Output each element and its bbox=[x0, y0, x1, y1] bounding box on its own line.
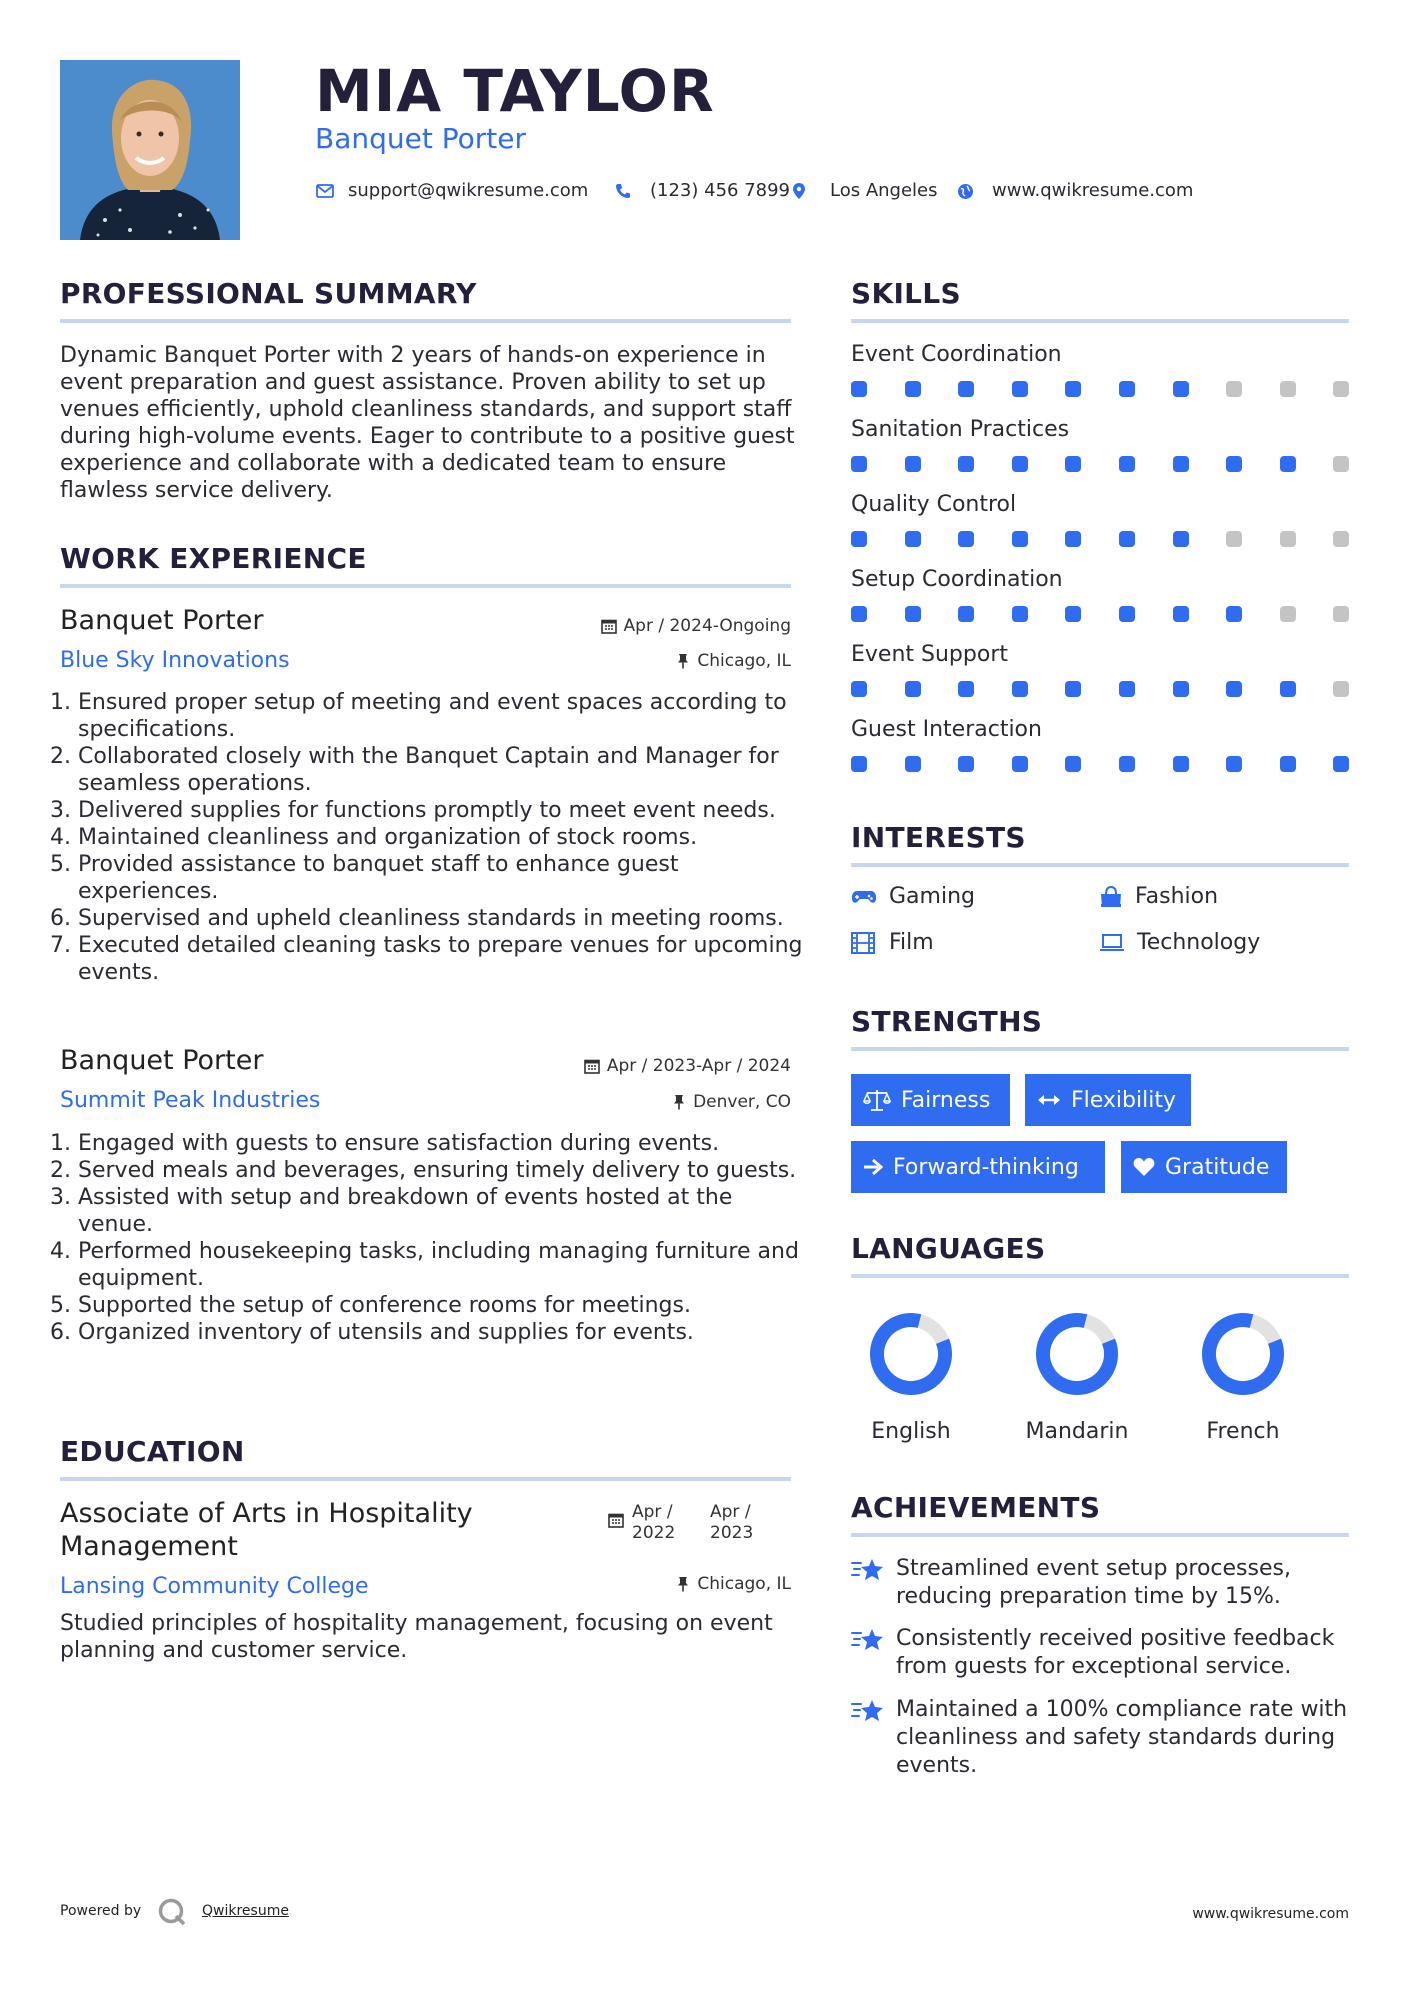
experience-heading: WORK EXPERIENCE bbox=[60, 542, 367, 575]
language-name: French bbox=[1206, 1419, 1280, 1444]
languages-heading: LANGUAGES bbox=[851, 1232, 1046, 1265]
rating-dot-filled bbox=[905, 381, 921, 397]
section-divider bbox=[60, 584, 791, 588]
pushpin-icon bbox=[677, 1576, 689, 1592]
footer-website[interactable]: www.qwikresume.com bbox=[1192, 1906, 1349, 1922]
rating-dot-filled bbox=[1173, 456, 1189, 472]
list-item: 6. Supervised and upheld cleanliness standards in meeting rooms. bbox=[78, 905, 808, 932]
strength-tag bbox=[851, 1074, 1010, 1126]
strength-label: Gratitude bbox=[1165, 1154, 1270, 1180]
language-proficiency-ring bbox=[841, 1310, 981, 1400]
achievement-item bbox=[851, 1696, 1351, 1780]
education-heading: EDUCATION bbox=[60, 1435, 245, 1468]
rating-dot-filled bbox=[905, 456, 921, 472]
map-pin-icon bbox=[788, 178, 810, 204]
list-item: 6. Organized inventory of utensils and supplies for events. bbox=[78, 1319, 808, 1346]
strength-tag bbox=[851, 1141, 1105, 1193]
profile-photo bbox=[60, 60, 240, 240]
skill-name: Guest Interaction bbox=[851, 717, 1042, 742]
interest-item bbox=[851, 883, 975, 911]
rating-dot-filled bbox=[1119, 606, 1135, 622]
skill-item bbox=[851, 641, 1349, 669]
list-item: 7. Executed detailed cleaning tasks to prepare venues for upcoming events. bbox=[78, 932, 808, 986]
language-name: English bbox=[871, 1419, 951, 1444]
rating-dot-filled bbox=[1065, 381, 1081, 397]
rating-dot-empty bbox=[1280, 531, 1296, 547]
section-divider bbox=[851, 319, 1349, 323]
rating-dot-filled bbox=[1173, 606, 1189, 622]
school-name: Lansing Community College bbox=[60, 1574, 369, 1599]
list-item: 3. Delivered supplies for functions promptly to meet event needs. bbox=[78, 797, 808, 824]
rating-dot-filled bbox=[851, 756, 867, 772]
rating-dot-empty bbox=[1333, 381, 1349, 397]
contact-phone[interactable]: (123) 456 7899 bbox=[650, 180, 791, 201]
pushpin-icon bbox=[673, 1094, 685, 1110]
rating-dot-filled bbox=[1226, 756, 1242, 772]
summary-text: Dynamic Banquet Porter with 2 years of hands-on experience in event preparation and guest assistance. Proven ability to set up venues efficiently, uphold cleanliness standards, and support staff during high-volume events. Eager to contribute to a positive guest experience and collaborate with a dedicated team to ensure flawless service delivery. bbox=[60, 343, 795, 503]
rating-dot-filled bbox=[1226, 681, 1242, 697]
start-year: 2022 bbox=[632, 1523, 676, 1543]
rating-dot-filled bbox=[1280, 756, 1296, 772]
rating-dot-empty bbox=[1333, 681, 1349, 697]
skill-item bbox=[851, 341, 1349, 369]
list-item: 4. Performed housekeeping tasks, including managing furniture and equipment. bbox=[78, 1238, 808, 1292]
heart-icon bbox=[1133, 1157, 1155, 1177]
shopping-bag-icon bbox=[1099, 886, 1123, 908]
section-divider bbox=[851, 1533, 1349, 1537]
summary-heading: PROFESSIONAL SUMMARY bbox=[60, 277, 477, 310]
contact-website[interactable]: www.qwikresume.com bbox=[992, 180, 1194, 201]
candidate-title: Banquet Porter bbox=[315, 122, 526, 155]
skill-rating bbox=[851, 531, 1349, 547]
rating-dot-filled bbox=[851, 681, 867, 697]
contact-location: Los Angeles bbox=[830, 180, 938, 201]
skill-name: Sanitation Practices bbox=[851, 417, 1070, 442]
rating-dot-filled bbox=[1012, 381, 1028, 397]
end-month: Apr / bbox=[710, 1502, 751, 1522]
candidate-name: MIA TAYLOR bbox=[315, 57, 715, 125]
achievement-text: Maintained a 100% compliance rate with cleanliness and safety standards during events. bbox=[896, 1697, 1348, 1778]
job-location-text: Chicago, IL bbox=[697, 651, 791, 671]
rating-dot-filled bbox=[851, 381, 867, 397]
calendar-icon bbox=[584, 1058, 600, 1074]
section-divider bbox=[851, 1274, 1349, 1278]
list-item: 3. Assisted with setup and breakdown of events hosted at the venue. bbox=[78, 1184, 808, 1238]
rating-dot-filled bbox=[1173, 381, 1189, 397]
rating-dot-filled bbox=[851, 606, 867, 622]
rating-dot-filled bbox=[1065, 681, 1081, 697]
rating-dot-empty bbox=[1333, 606, 1349, 622]
rating-dot-filled bbox=[1280, 681, 1296, 697]
qwikresume-logo-icon bbox=[157, 1897, 187, 1931]
skill-item bbox=[851, 491, 1349, 519]
job-dates bbox=[584, 1054, 791, 1078]
degree-title: Associate of Arts in Hospitality Management bbox=[60, 1498, 473, 1562]
rating-dot-empty bbox=[1333, 531, 1349, 547]
rating-dot-filled bbox=[1173, 531, 1189, 547]
rating-dot-filled bbox=[1012, 606, 1028, 622]
rating-dot-filled bbox=[905, 681, 921, 697]
rating-dot-empty bbox=[1280, 606, 1296, 622]
rating-dot-filled bbox=[1119, 381, 1135, 397]
list-item: 4. Maintained cleanliness and organization of stock rooms. bbox=[78, 824, 808, 851]
calendar-icon bbox=[608, 1512, 624, 1528]
interest-label: Film bbox=[889, 930, 934, 955]
shooting-star-icon bbox=[851, 1625, 885, 1681]
achievement-item bbox=[851, 1625, 1351, 1681]
phone-icon bbox=[612, 178, 634, 204]
skill-rating bbox=[851, 756, 1349, 772]
rating-dot-filled bbox=[1119, 681, 1135, 697]
rating-dot-filled bbox=[1226, 606, 1242, 622]
list-item: 5. Supported the setup of conference rooms for meetings. bbox=[78, 1292, 808, 1319]
skills-heading: SKILLS bbox=[851, 277, 961, 310]
job-duties bbox=[60, 1130, 808, 1346]
strength-label: Flexibility bbox=[1071, 1087, 1176, 1113]
list-item: 1. Engaged with guests to ensure satisfaction during events. bbox=[78, 1130, 808, 1157]
rating-dot-filled bbox=[851, 531, 867, 547]
section-divider bbox=[851, 1047, 1349, 1051]
pushpin-icon bbox=[677, 653, 689, 669]
rating-dot-empty bbox=[1226, 381, 1242, 397]
list-item: 1. Ensured proper setup of meeting and event spaces according to specifications. bbox=[78, 689, 808, 743]
rating-dot-filled bbox=[905, 756, 921, 772]
rating-dot-filled bbox=[905, 531, 921, 547]
rating-dot-empty bbox=[1280, 381, 1296, 397]
start-month: Apr / bbox=[632, 1502, 673, 1522]
globe-icon bbox=[954, 178, 976, 204]
rating-dot-filled bbox=[958, 456, 974, 472]
rating-dot-filled bbox=[1065, 531, 1081, 547]
powered-by-label: Powered by bbox=[60, 1903, 142, 1919]
achievement-item bbox=[851, 1555, 1351, 1611]
education-location bbox=[677, 1572, 791, 1596]
language-item bbox=[841, 1310, 981, 1446]
rating-dot-filled bbox=[958, 531, 974, 547]
skill-item bbox=[851, 416, 1349, 444]
strength-tag bbox=[1025, 1074, 1191, 1126]
job-dates-text: Apr / 2024-Ongoing bbox=[623, 616, 791, 636]
skill-rating bbox=[851, 381, 1349, 397]
job-dates bbox=[601, 614, 791, 638]
interest-label: Fashion bbox=[1135, 884, 1219, 909]
rating-dot-filled bbox=[1333, 756, 1349, 772]
rating-dot-filled bbox=[1065, 456, 1081, 472]
strength-label: Fairness bbox=[901, 1087, 991, 1113]
skill-item bbox=[851, 566, 1349, 594]
rating-dot-filled bbox=[1012, 756, 1028, 772]
language-proficiency-ring bbox=[1007, 1310, 1147, 1400]
interest-item bbox=[1099, 883, 1218, 911]
shooting-star-icon bbox=[851, 1555, 885, 1611]
achievement-text: Consistently received positive feedback from guests for exceptional service. bbox=[896, 1626, 1335, 1679]
contact-email[interactable]: support@qwikresume.com bbox=[348, 180, 589, 201]
skill-rating bbox=[851, 456, 1349, 472]
interest-label: Gaming bbox=[889, 884, 975, 909]
rating-dot-filled bbox=[1012, 456, 1028, 472]
company-name: Blue Sky Innovations bbox=[60, 648, 290, 673]
languages-list bbox=[841, 1310, 1351, 1450]
achievement-text: Streamlined event setup processes, reducing preparation time by 15%. bbox=[896, 1556, 1291, 1609]
rating-dot-filled bbox=[1065, 756, 1081, 772]
balance-scale-icon bbox=[863, 1089, 891, 1111]
shooting-star-icon bbox=[851, 1696, 885, 1780]
education-start bbox=[632, 1502, 704, 1544]
language-item bbox=[1173, 1310, 1313, 1446]
gamepad-icon bbox=[851, 889, 877, 905]
language-name: Mandarin bbox=[1025, 1419, 1129, 1444]
rating-dot-filled bbox=[1119, 531, 1135, 547]
rating-dot-filled bbox=[1065, 606, 1081, 622]
list-item: 5. Provided assistance to banquet staff to enhance guest experiences. bbox=[78, 851, 808, 905]
rating-dot-filled bbox=[958, 381, 974, 397]
rating-dot-filled bbox=[958, 681, 974, 697]
list-item: 2. Served meals and beverages, ensuring timely delivery to guests. bbox=[78, 1157, 808, 1184]
rating-dot-filled bbox=[1173, 756, 1189, 772]
arrows-horizontal-icon bbox=[1037, 1092, 1061, 1108]
education-dates bbox=[608, 1502, 760, 1544]
job-title: Banquet Porter bbox=[60, 1045, 264, 1076]
section-divider bbox=[851, 863, 1349, 867]
interest-item bbox=[1099, 929, 1260, 957]
rating-dot-filled bbox=[958, 756, 974, 772]
job-location bbox=[677, 649, 791, 673]
strength-tag bbox=[1121, 1141, 1287, 1193]
strengths-heading: STRENGTHS bbox=[851, 1005, 1043, 1038]
envelope-icon bbox=[314, 178, 336, 204]
rating-dot-filled bbox=[1226, 456, 1242, 472]
end-year: 2023 bbox=[710, 1523, 754, 1543]
rating-dot-filled bbox=[1173, 681, 1189, 697]
rating-dot-filled bbox=[905, 606, 921, 622]
section-divider bbox=[60, 1477, 791, 1481]
rating-dot-filled bbox=[1012, 681, 1028, 697]
rating-dot-filled bbox=[1119, 456, 1135, 472]
ring-fill bbox=[1199, 1310, 1288, 1398]
skill-name: Quality Control bbox=[851, 492, 1017, 517]
interests-heading: INTERESTS bbox=[851, 821, 1026, 854]
job-duties bbox=[60, 689, 808, 986]
rating-dot-filled bbox=[1119, 756, 1135, 772]
skill-name: Event Coordination bbox=[851, 342, 1062, 367]
language-proficiency-ring bbox=[1173, 1310, 1313, 1400]
ring-fill bbox=[1033, 1310, 1122, 1398]
rating-dot-filled bbox=[1280, 456, 1296, 472]
job-title: Banquet Porter bbox=[60, 605, 264, 636]
brand-link[interactable]: Qwikresume bbox=[202, 1903, 289, 1919]
company-name: Summit Peak Industries bbox=[60, 1088, 321, 1113]
language-item bbox=[1007, 1310, 1147, 1446]
job-location bbox=[673, 1090, 791, 1114]
job-location-text: Denver, CO bbox=[693, 1092, 791, 1112]
achievements-heading: ACHIEVEMENTS bbox=[851, 1491, 1101, 1524]
skill-rating bbox=[851, 606, 1349, 622]
rating-dot-filled bbox=[958, 606, 974, 622]
arrow-right-icon bbox=[863, 1158, 883, 1176]
rating-dot-empty bbox=[1226, 531, 1242, 547]
laptop-icon bbox=[1099, 934, 1125, 952]
interest-label: Technology bbox=[1137, 930, 1261, 955]
rating-dot-empty bbox=[1333, 456, 1349, 472]
strength-label: Forward-thinking bbox=[893, 1154, 1079, 1180]
film-icon bbox=[851, 932, 877, 954]
education-end bbox=[710, 1502, 760, 1544]
job-dates-text: Apr / 2023-Apr / 2024 bbox=[606, 1056, 791, 1076]
skill-item bbox=[851, 716, 1349, 744]
education-description: Studied principles of hospitality management, focusing on event planning and customer service. bbox=[60, 1611, 773, 1663]
section-divider bbox=[60, 319, 791, 323]
skill-name: Setup Coordination bbox=[851, 567, 1063, 592]
interest-item bbox=[851, 929, 934, 957]
calendar-icon bbox=[601, 618, 617, 634]
rating-dot-filled bbox=[1012, 531, 1028, 547]
education-location-text: Chicago, IL bbox=[697, 1574, 791, 1594]
skill-rating bbox=[851, 681, 1349, 697]
rating-dot-filled bbox=[851, 456, 867, 472]
skill-name: Event Support bbox=[851, 642, 1008, 667]
ring-fill bbox=[867, 1310, 956, 1398]
list-item: 2. Collaborated closely with the Banquet Captain and Manager for seamless operations. bbox=[78, 743, 808, 797]
